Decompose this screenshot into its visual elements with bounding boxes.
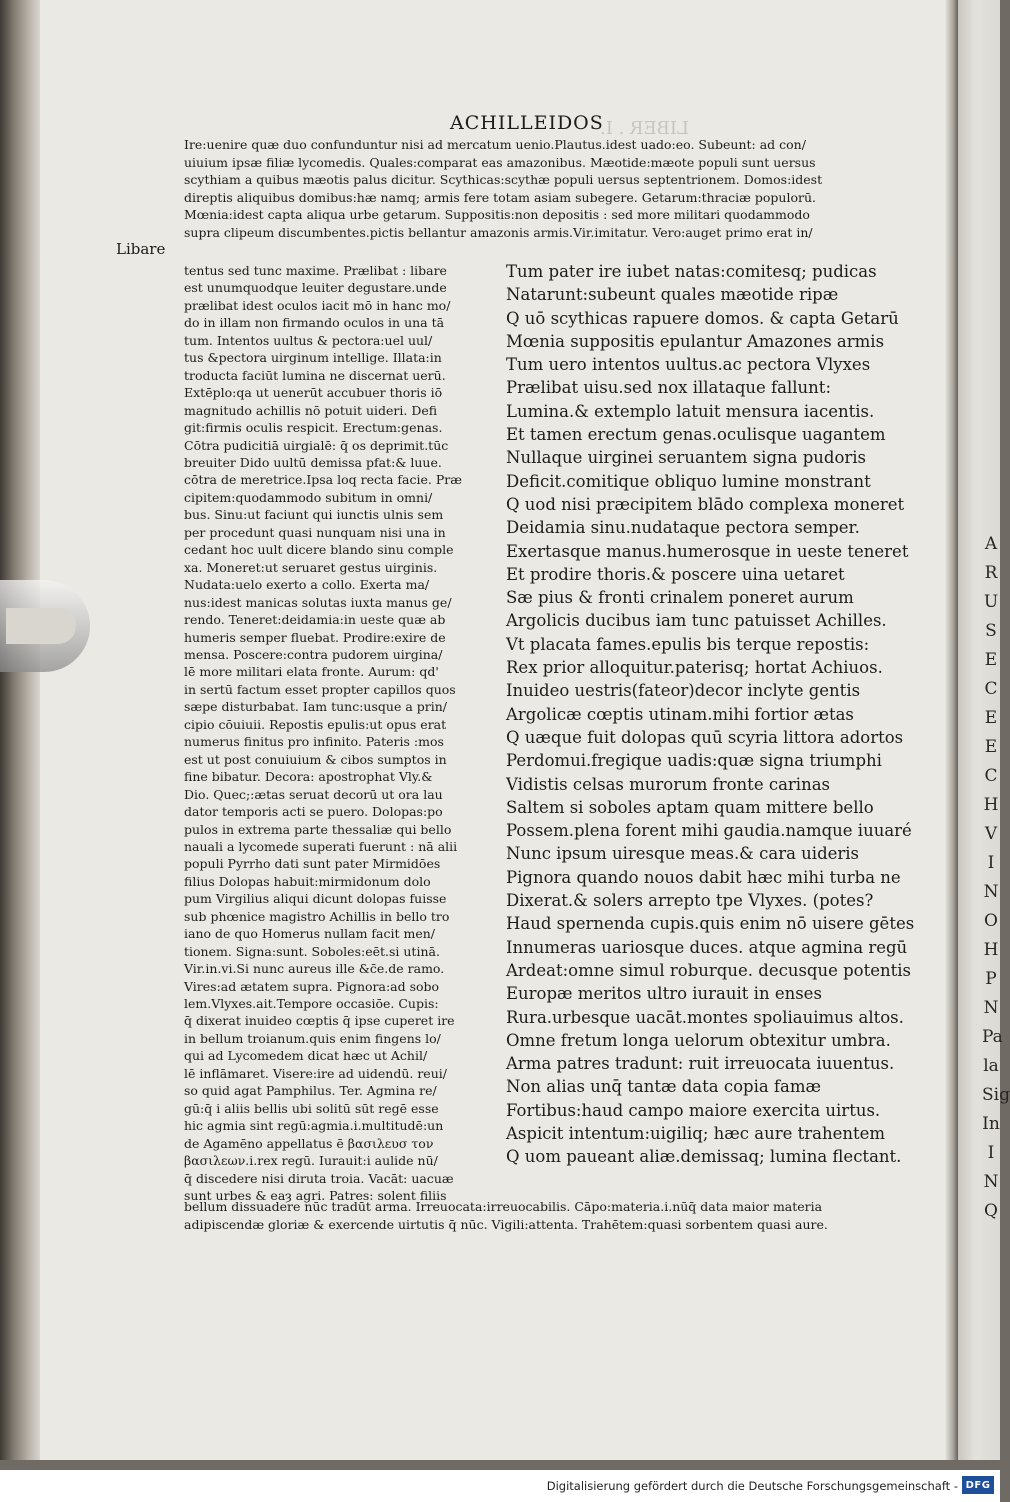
- verse-line: Argolicæ cœptis utinam.mihi fortior ætas: [506, 704, 854, 724]
- verse-line: Non alias unq̄ tantæ data copia famæ: [506, 1077, 822, 1097]
- commentary-line: filius Dolopas habuit:mirmidonum dolo: [184, 873, 431, 889]
- facing-page-letter: N: [983, 882, 999, 902]
- show-through-text: LIBER . I.: [600, 118, 689, 139]
- facing-page-letter: N: [983, 998, 999, 1018]
- facing-page-letter: Q: [984, 1201, 998, 1221]
- commentary-line: Cōtra pudicitiā uirgialē: q̄ os deprimit.tūc: [184, 437, 449, 453]
- commentary-line: est unumquodque leuiter degustare.unde: [184, 280, 447, 296]
- verse-line: Nunc ipsum uiresque meas.& cara uideris: [506, 844, 860, 864]
- commentary-line: cōtra de meretrice.Ipsa loq recta facie. Præ: [184, 472, 462, 488]
- verse-line: Aspicit intentum:uigiliq; hæc aure trahentem: [506, 1123, 886, 1143]
- commentary-line: breuiter Dido uultū demissa pfat:& luue.: [184, 454, 442, 470]
- facing-page-letter: la: [983, 1056, 999, 1076]
- verse-line: Natarunt:subeunt quales mæotide ripæ: [506, 285, 839, 305]
- verse-line: Europæ meritos ultro iurauit in enses: [506, 984, 822, 1004]
- commentary-line: cedant hoc uult dicere blando sinu comple: [184, 542, 454, 558]
- commentary-line: sunt urbes & eaȝ agri. Patres: solent filiis: [184, 1188, 447, 1204]
- commentary-line: tus &pectora uirginum intellige. Illata:in: [184, 350, 442, 366]
- commentary-line: supra clipeum discumbentes.pictis bellantur amazonis armis.Vir.imitatur. Vero:auget primo erat in/: [184, 224, 813, 240]
- verse-line: Arma patres tradunt: ruit irreuocata iuuentus.: [506, 1054, 895, 1074]
- facing-page-letter: I: [987, 1143, 995, 1163]
- verse-line: Possem.plena forent mihi gaudia.namque iuuaré: [506, 821, 912, 841]
- commentary-line: dator temporis acti se puero. Dolopas:po: [184, 804, 443, 820]
- commentary-line: de Agamēno appellatus ē βασιλευσ τον: [184, 1135, 434, 1151]
- verse-line: Perdomui.fregique uadis:quæ signa triumphi: [506, 751, 882, 771]
- commentary-line: bus. Sinu:ut faciunt qui iunctis ulnis sem: [184, 507, 444, 523]
- verse-line: Pignora quando nouos dabit hæc mihi turba ne: [506, 867, 901, 887]
- commentary-line: Extēplo:qa ut uenerūt accubuer thoris iō: [184, 385, 443, 401]
- verse-line: Dixerat.& solers arrepto tpe Vlyxes. (potes?: [506, 891, 874, 911]
- facing-page-letters: [982, 530, 1010, 1226]
- verse-column: [506, 260, 926, 1169]
- facing-page-letter: I: [987, 853, 995, 873]
- commentary-line: pum Virgilius aliqui dicunt dolopas fuisse: [184, 891, 447, 907]
- commentary-line: magnitudo achillis nō potuit uideri. Defi: [184, 402, 438, 418]
- commentary-line: Mœnia:idest capta aliqua urbe getarum. Suppositis:non depositis : sed more militari quodammodo: [184, 207, 810, 223]
- commentary-line: fine bibatur. Decora: apostrophat Vly.&: [184, 769, 433, 785]
- commentary-line: direptis aliquibus domibus:hæ namq; armis fere totam asiam subegere. Getarum:thraciæ populorū.: [184, 189, 816, 205]
- commentary-line: uiuium ipsæ filiæ lycomedis. Quales:comparat eas amazonibus. Mæotide:mæote populi sunt uersus: [184, 154, 816, 170]
- verse-line: Fortibus:haud campo maiore exercita uirtus.: [506, 1100, 881, 1120]
- commentary-line: iano de quo Homerus nullam facit men/: [184, 926, 435, 942]
- commentary-line: in bellum troianum.quis enim fingens lo/: [184, 1030, 441, 1046]
- commentary-line: est ut post conuiuium & cibos sumptos in: [184, 751, 447, 767]
- commentary-line: nus:idest manicas solutas iuxta manus ge/: [184, 594, 452, 610]
- verse-line: Et tamen erectum genas.oculisque uagantem: [506, 425, 886, 445]
- verse-line: Nullaque uirginei seruantem signa pudoris: [506, 448, 867, 468]
- left-page-edge: [0, 0, 40, 1460]
- verse-line: Lumina.& extemplo latuit mensura iacentis.: [506, 401, 875, 421]
- commentary-line: adipiscendæ gloriæ & exercende uirtutis q̄ nūc. Vigili:attenta. Trahētem:quasi sorbentem quasi aure.: [184, 1216, 828, 1232]
- facing-page-letter: C: [984, 766, 998, 786]
- facing-page-letter: N: [983, 1172, 999, 1192]
- verse-line: Argolicis ducibus iam tunc patuisset Achilles.: [506, 611, 887, 631]
- verse-line: Tum pater ire iubet natas:comitesq; pudicas: [506, 262, 877, 281]
- facing-page-letter: V: [984, 824, 998, 844]
- facing-page-letter: C: [984, 679, 998, 699]
- commentary-line: q̄ dixerat inuideo cœptis q̄ ipse cuperet ire: [184, 1013, 455, 1029]
- verse-line: Deficit.comitique obliquo lumine monstrant: [506, 471, 871, 491]
- facing-page-letter: E: [984, 708, 998, 728]
- dfg-logo: DFG: [962, 1476, 994, 1494]
- commentary-line: scythiam a quibus mæotis palus dicitur. Scythicas:scythæ populi uersus septentrionem. Domos:idest: [184, 172, 823, 188]
- commentary-bottom: [184, 1198, 919, 1233]
- facing-page-letter: U: [983, 592, 999, 612]
- verse-line: Haud spernenda cupis.quis enim nō uisere gētes: [506, 914, 915, 934]
- verse-line: Deidamia sinu.nudataque pectora semper.: [506, 518, 860, 538]
- commentary-line: xa. Moneret:ut seruaret gestus uirginis.: [184, 559, 438, 575]
- commentary-line: tum. Intentos uultus & pectora:uel uul/: [184, 332, 433, 348]
- commentary-line: sæpe disturbabat. Iam tunc:usque a prin/: [184, 699, 447, 715]
- facing-page-letter: P: [985, 969, 997, 989]
- verse-line: Rex prior alloquitur.paterisq; hortat Achiuos.: [506, 658, 883, 678]
- commentary-line: humeris semper fluebat. Prodire:exire de: [184, 629, 446, 645]
- commentary-line: populi Pyrrho dati sunt pater Mirmidōes: [184, 856, 441, 872]
- commentary-line: numerus finitus pro infinito. Pateris :mos: [184, 734, 444, 750]
- commentary-line: Ire:uenire quæ duo confunduntur nisi ad mercatum uenio.Plautus.idest uado:eo. Subeunt: ad con/: [184, 137, 806, 152]
- verse-line: Q uod nisi præcipitem blādo complexa moneret: [506, 494, 905, 514]
- verse-line: Rura.urbesque uacāt.montes spoliauimus altos.: [506, 1007, 904, 1027]
- commentary-line: git:firmis oculis respicit. Erectum:genas.: [184, 420, 443, 436]
- page-fold: [945, 0, 959, 1460]
- facing-page-letter: O: [984, 911, 998, 931]
- commentary-line: lem.Vlyxes.ait.Tempore occasiōe. Cupis:: [184, 996, 439, 1012]
- facing-page-letter: A: [984, 534, 998, 554]
- commentary-line: rendo. Teneret:deidamia:in ueste quæ ab: [184, 612, 446, 628]
- commentary-line: Nudata:uelo exerto a collo. Exerta ma/: [184, 577, 430, 593]
- commentary-top: [184, 136, 919, 242]
- verse-line: Vidistis celsas murorum fronte carinas: [506, 774, 830, 794]
- facing-page-letter: E: [984, 737, 998, 757]
- verse-line: Et prodire thoris.& poscere uina uetaret: [506, 564, 845, 584]
- verse-line: Saltem si soboles aptam quam mittere bello: [506, 797, 874, 817]
- commentary-line: qui ad Lycomedem dicat hæc ut Achil/: [184, 1048, 428, 1064]
- facing-page-letter: R: [984, 563, 998, 583]
- commentary-line: hic agmia sint regū:agmia.i.multitudē:un: [184, 1118, 444, 1134]
- commentary-line: bellum dissuadere nūc tradūt arma. Irreuocata:irreuocabilis. Cāpo:materia.i.nūq̄ data maior materia: [184, 1199, 823, 1214]
- commentary-line: pulos in extrema parte thessaliæ qui bello: [184, 821, 452, 837]
- page-clip-opening: [6, 608, 76, 644]
- commentary-line: cipitem:quodammodo subitum in omni/: [184, 489, 433, 505]
- commentary-line: prælibat idest oculos iacit mō in hanc mo/: [184, 297, 451, 313]
- verse-line: Ardeat:omne simul roburque. decusque potentis: [506, 960, 912, 980]
- commentary-line: mensa. Poscere:contra pudorem uirgina/: [184, 646, 443, 662]
- facing-page-letter: S: [985, 621, 997, 641]
- commentary-line: Vires:ad ætatem supra. Pignora:ad sobo: [184, 978, 440, 994]
- commentary-line: per procedunt quasi nunquam nisi una in: [184, 524, 446, 540]
- verse-line: Inuideo uestris(fateor)decor inclyte gentis: [506, 681, 861, 701]
- commentary-line: nauali a lycomede superati fuerunt : nā alii: [184, 838, 458, 854]
- commentary-line: troducta faciūt lumina ne discernat uerū.: [184, 367, 446, 383]
- verse-line: Q uæque fuit dolopas quū scyria littora adortos: [506, 727, 904, 747]
- verse-line: Innumeras uariosque duces. atque agmina regū: [506, 937, 908, 957]
- commentary-line: cipio cōuiuii. Repostis epulis:ut opus erat: [184, 716, 447, 732]
- verse-line: Q uom paueant aliæ.demissaq; lumina flectant.: [506, 1147, 902, 1167]
- verse-line: Q uō scythicas rapuere domos. & capta Getarū: [506, 308, 899, 328]
- commentary-line: Vir.in.vi.Si nunc aureus ille &c̄e.de ramo.: [184, 961, 445, 977]
- commentary-line: βασιλεων.i.rex regū. Iurauit:i aulide nū/: [184, 1153, 438, 1169]
- commentary-line: tentus sed tunc maxime. Prælibat : libare: [184, 263, 447, 278]
- commentary-line: in sertū factum esset propter capillos quos: [184, 681, 456, 697]
- commentary-line: so quid agat Pamphilus. Ter. Agmina re/: [184, 1083, 437, 1099]
- verse-line: Tum uero intentos uultus.ac pectora Vlyxes: [506, 355, 871, 375]
- facing-page-letter: In: [982, 1114, 1000, 1134]
- commentary-line: q̄ discedere nisi diruta troia. Vacāt: uacuæ: [184, 1170, 454, 1186]
- verse-line: Prælibat uisu.sed nox illataque fallunt:: [506, 378, 831, 398]
- funding-notice: Digitalisierung gefördert durch die Deutsche Forschungsgemeinschaft -: [546, 1479, 958, 1493]
- margin-note: Libare: [116, 240, 166, 258]
- verse-line: Mœnia suppositis epulantur Amazones armis: [506, 331, 885, 351]
- running-title: ACHILLEIDOS: [450, 112, 604, 134]
- commentary-line: sub phœnice magistro Achillis in bello tro: [184, 908, 450, 924]
- verse-line: Omne fretum longa uelorum obtexitur umbra.: [506, 1030, 891, 1050]
- facing-page-letter: H: [983, 795, 999, 815]
- commentary-line: do in illam non firmando oculos in una tā: [184, 315, 445, 331]
- commentary-line: tionem. Signa:sunt. Soboles:eēt.si utinā.: [184, 943, 440, 959]
- commentary-left-column: [184, 262, 494, 1204]
- verse-line: Sæ pius & fronti crinalem poneret aurum: [506, 588, 854, 608]
- commentary-line: gū:q̄ i aliis bellis ubi solitū sūt regē esse: [184, 1100, 439, 1116]
- verse-line: Vt placata fames.epulis bis terque repostis:: [506, 634, 870, 654]
- commentary-line: Dio. Quec;:ætas seruat decorū ut ora lau: [184, 786, 443, 802]
- facing-page-letter: Pa: [982, 1027, 1003, 1047]
- facing-page-letter: E: [984, 650, 998, 670]
- verse-line: Exertasque manus.humerosque in ueste teneret: [506, 541, 909, 561]
- facing-page-letter: H: [983, 940, 999, 960]
- facing-page-letter: Sig: [982, 1085, 1010, 1105]
- commentary-line: lē more militari elata fronte. Aurum: qd': [184, 664, 439, 680]
- commentary-line: lē inflāmaret. Visere:ire ad uidendū. reui/: [184, 1065, 447, 1081]
